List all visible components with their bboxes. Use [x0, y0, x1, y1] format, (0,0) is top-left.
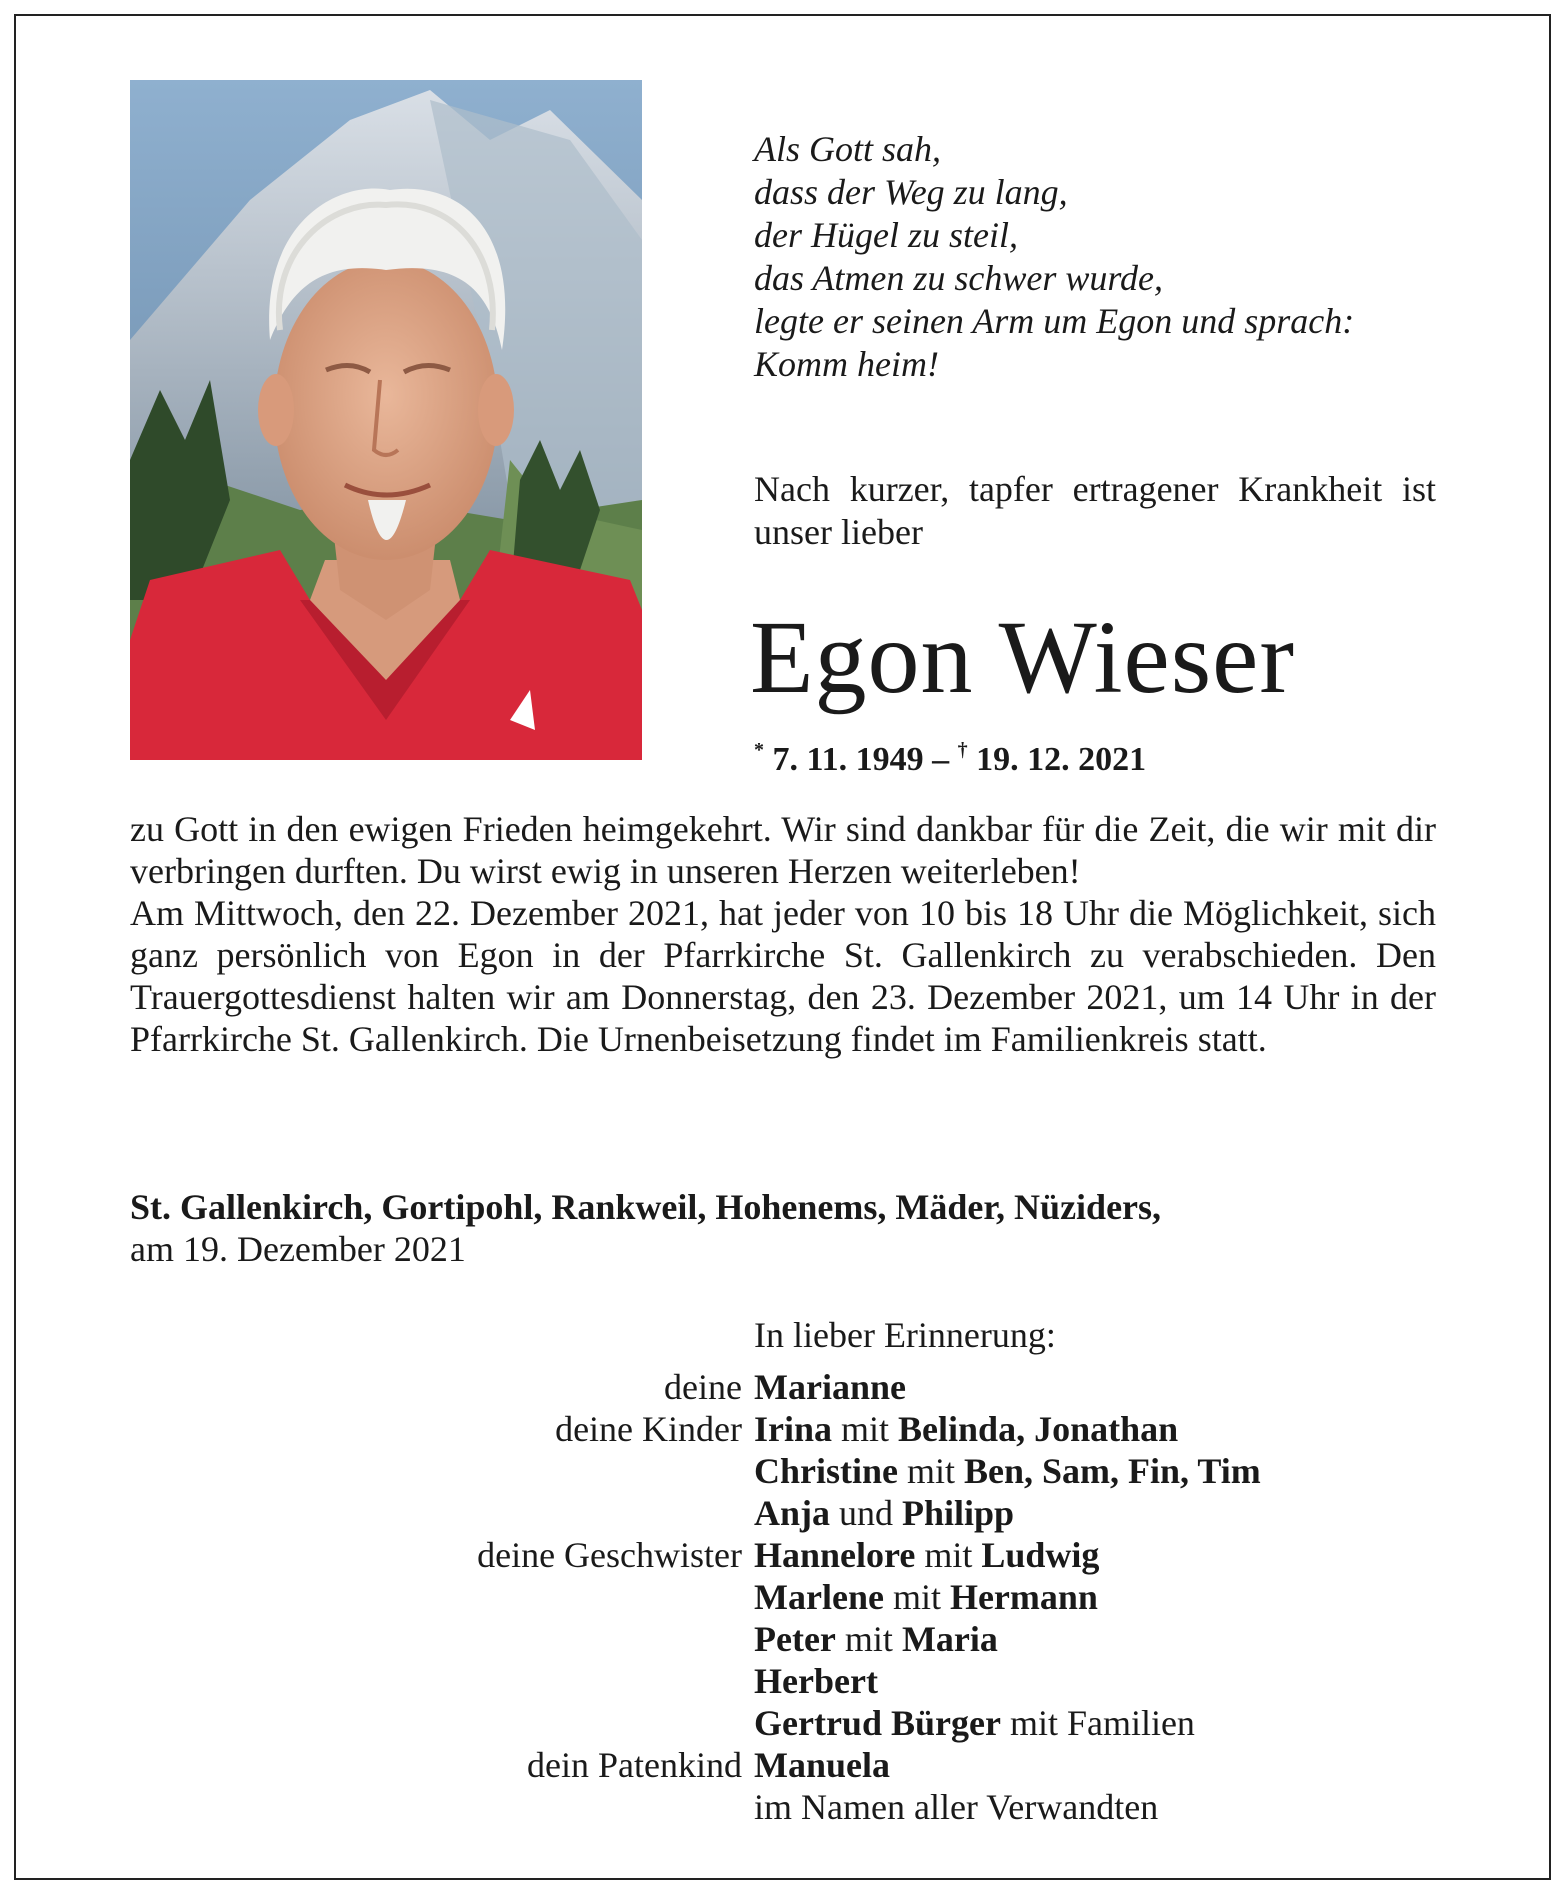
mourner-name: Manuela — [754, 1745, 891, 1785]
mourners-list — [130, 1366, 1436, 1828]
mourner-name: Christine — [754, 1451, 898, 1491]
mourner-relation: dein Patenkind — [527, 1745, 742, 1785]
mourner-names — [754, 1786, 1158, 1828]
death-date: 19. 12. 2021 — [976, 741, 1147, 778]
mourner-names — [754, 1366, 906, 1408]
mourner-name: Ben, Sam, Fin, Tim — [964, 1451, 1261, 1491]
death-symbol: † — [957, 739, 968, 761]
mourner-name: Hermann — [949, 1577, 1098, 1617]
mourner-relation — [130, 1576, 754, 1618]
mourner-conjunction: mit — [898, 1451, 965, 1491]
mourner-name: Belinda, Jonathan — [898, 1409, 1179, 1449]
mourner-relation — [130, 1618, 754, 1660]
mourner-row — [130, 1366, 1436, 1408]
mourner-relation — [130, 1660, 754, 1702]
memorial-poem — [754, 128, 1454, 386]
mourner-row — [130, 1618, 1436, 1660]
poem-line: Als Gott sah, — [754, 129, 942, 169]
life-dates — [754, 728, 1146, 782]
mourner-name: Ludwig — [981, 1535, 1100, 1575]
mourner-name: Hannelore — [754, 1535, 916, 1575]
mourner-names — [754, 1534, 1099, 1576]
places-list: St. Gallenkirch, Gortipohl, Rankweil, Hohenems, Mäder, Nüziders, — [130, 1187, 1162, 1227]
portrait-photo — [130, 80, 642, 760]
portrait-illustration — [130, 80, 642, 760]
mourner-row — [130, 1576, 1436, 1618]
mourner-relation: deine Kinder — [555, 1409, 742, 1449]
memory-heading: In lieber Erinnerung: — [754, 1315, 1056, 1355]
poem-line: der Hügel zu steil, — [754, 215, 1018, 255]
deceased-name: Egon Wieser — [750, 600, 1295, 715]
mourner-names — [754, 1702, 1195, 1744]
poem-line: das Atmen zu schwer wurde, — [754, 258, 1163, 298]
poem-line: Komm heim! — [754, 344, 939, 384]
mourner-conjunction: mit — [915, 1535, 982, 1575]
birth-date: 7. 11. 1949 — [772, 741, 924, 778]
mourner-relation: deine — [664, 1367, 742, 1407]
mourner-names — [754, 1492, 1014, 1534]
mourner-row — [130, 1744, 1436, 1786]
mourner-closing: im Namen aller Verwandten — [754, 1787, 1159, 1827]
mourner-row — [130, 1408, 1436, 1450]
mourner-name: Anja — [754, 1493, 831, 1533]
mourner-row — [130, 1786, 1436, 1828]
body-paragraph: zu Gott in den ewigen Frieden heimgekehrt. Wir sind dankbar für die Zeit, die wir mit dir verbringen durften. Du wirst ewig in unseren Herzen weiterleben! — [130, 809, 1436, 891]
intro-text: Nach kurzer, tapfer ertragener Krankheit ist unser lieber — [754, 469, 1436, 552]
mourner-conjunction: und — [830, 1493, 903, 1533]
mourner-row — [130, 1492, 1436, 1534]
mourner-names — [754, 1576, 1098, 1618]
mourner-conjunction: mit — [835, 1619, 902, 1659]
mourner-relation — [130, 1786, 754, 1828]
mourner-row — [130, 1660, 1436, 1702]
mourner-name: Irina — [754, 1409, 833, 1449]
mourner-relation — [130, 1492, 754, 1534]
mourner-name: Philipp — [902, 1493, 1015, 1533]
mourner-row — [130, 1702, 1436, 1744]
mourner-names — [754, 1408, 1178, 1450]
mourner-names — [754, 1450, 1261, 1492]
mourner-relation — [130, 1702, 754, 1744]
body-paragraph: Am Mittwoch, den 22. Dezember 2021, hat jeder von 10 bis 18 Uhr die Möglichkeit, sich ganz persönlich von Egon in der Pfarrkirche St. Gallenkirch zu verabschieden. Den Trauergottesdienst halten wir am Donnerstag, den 23. Dezember 2021, um 14 Uhr in der Pfarrkirche St. Gallenkirch. Die Urnenbeisetzung findet im Familienkreis statt. — [130, 893, 1436, 1059]
mourner-names — [754, 1660, 878, 1702]
mourner-relation — [130, 1450, 754, 1492]
announcement-body — [130, 808, 1436, 1060]
mourner-row — [130, 1534, 1436, 1576]
mourner-name: Peter — [754, 1619, 836, 1659]
mourner-conjunction: mit — [883, 1577, 950, 1617]
place-date: am 19. Dezember 2021 — [130, 1229, 466, 1269]
birth-symbol: * — [754, 739, 764, 761]
mourner-name: Marianne — [754, 1367, 906, 1407]
poem-line: legte er seinen Arm um Egon und sprach: — [754, 301, 1355, 341]
date-separator: – — [932, 741, 958, 778]
mourner-name: Marlene — [754, 1577, 884, 1617]
mourner-names — [754, 1618, 998, 1660]
mourner-row — [130, 1450, 1436, 1492]
mourner-name: Maria — [901, 1619, 998, 1659]
mourner-name: Gertrud Bürger — [754, 1703, 1001, 1743]
mourner-name: Herbert — [754, 1661, 878, 1701]
mourner-conjunction: mit — [832, 1409, 899, 1449]
mourner-names — [754, 1744, 890, 1786]
mourner-conjunction: mit Familien — [1000, 1703, 1195, 1743]
poem-line: dass der Weg zu lang, — [754, 172, 1068, 212]
mourner-relation: deine Geschwister — [477, 1535, 742, 1575]
